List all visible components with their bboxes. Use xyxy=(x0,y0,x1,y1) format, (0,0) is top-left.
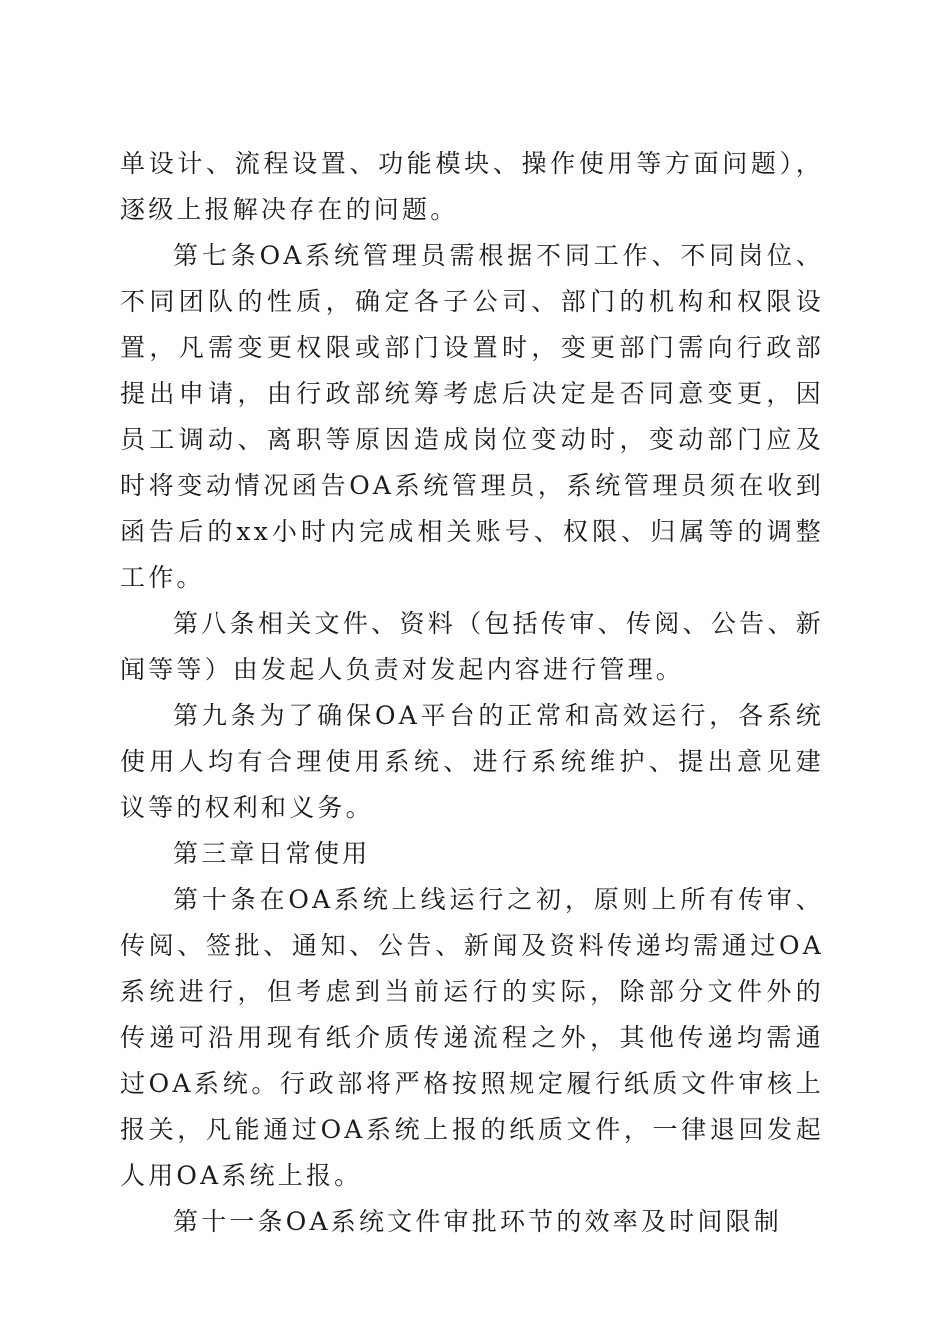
article-10-paragraph: 第十条在OA系统上线运行之初，原则上所有传审、传阅、签批、通知、公告、新闻及资料传递均需通过OA系统进行，但考虑到当前运行的实际，除部分文件外的传递可沿用现有纸介质传递流程之外，其他传递均需通过OA系统。行政部将严格按照规定履行纸质文件审核上报关，凡能通过OA系统上报的纸质文件，一律退回发起人用OA系统上报。 xyxy=(120,885,824,1190)
article-11-paragraph: 第十一条OA系统文件审批环节的效率及时间限制 xyxy=(173,1207,782,1236)
document-body xyxy=(120,141,824,1245)
article-7-paragraph: 第七条OA系统管理员需根据不同工作、不同岗位、不同团队的性质，确定各子公司、部门的机构和权限设置，凡需变更权限或部门设置时，变更部门需向行政部提出申请，由行政部统筹考虑后决定是否同意变更，因员工调动、离职等原因造成岗位变动时，变动部门应及时将变动情况函告OA系统管理员，系统管理员须在收到函告后的xx小时内完成相关账号、权限、归属等的调整工作。 xyxy=(120,241,824,592)
chapter-3-heading: 第三章日常使用 xyxy=(173,839,371,868)
article-8-paragraph: 第八条相关文件、资料（包括传审、传阅、公告、新闻等等）由发起人负责对发起内容进行管理。 xyxy=(120,609,824,684)
article-9-paragraph: 第九条为了确保OA平台的正常和高效运行，各系统使用人均有合理使用系统、进行系统维护、提出意见建议等的权利和义务。 xyxy=(120,701,824,822)
paragraph-continuation: 单设计、流程设置、功能模块、操作使用等方面问题），逐级上报解决存在的问题。 xyxy=(120,149,824,224)
